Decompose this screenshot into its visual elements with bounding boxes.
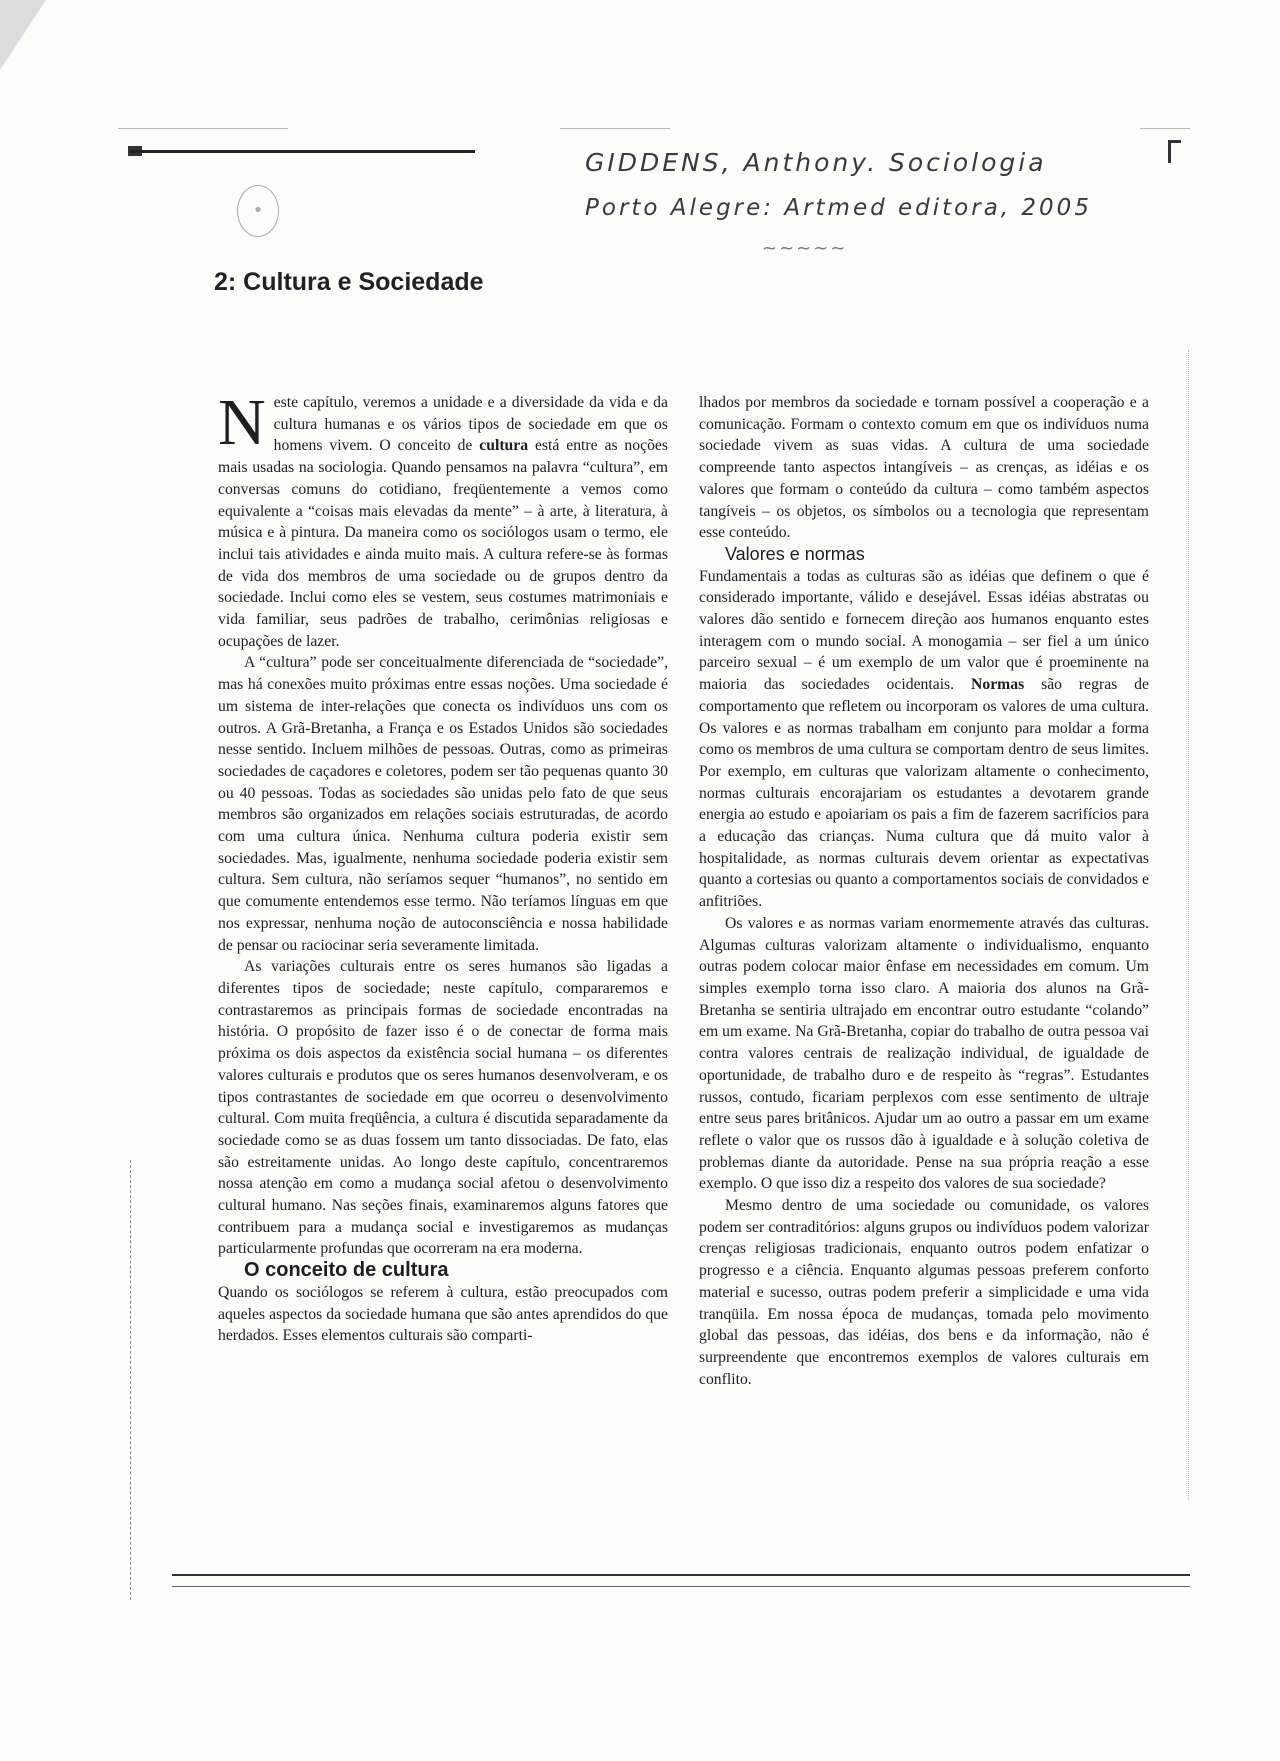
page-number-circle: • <box>237 185 279 237</box>
paragraph-text: está entre as noções mais usadas na sociologia. Quando pensamos na palavra “cultura”, em conversas comuns do cotidiano, freqüentemente a vemos como equivalente a “coisas mais elevadas da mente” – à arte, à literatura, à música e à pintura. Da maneira como os sociólogos usam o termo, ele inclui tais atividades e ainda muito mais. A cultura refere-se às formas de vida dos membros de uma sociedade ou de grupos dentro da sociedade. Inclui como eles se vestem, seus costumes matrimoniais e vida familiar, seus padrões de trabalho, cerimônias religiosas e ocupações de lazer. <box>218 437 668 650</box>
margin-line <box>1188 350 1190 1500</box>
term-cultura: cultura <box>479 437 529 455</box>
paragraph <box>699 566 1149 913</box>
page-corner <box>0 0 46 70</box>
term-normas: Normas <box>971 676 1025 694</box>
margin-line <box>130 1160 132 1600</box>
handwritten-citation-line2: Porto Alegre: Artmed editora, 2005 <box>585 195 1092 221</box>
right-column <box>699 392 1149 1390</box>
paragraph: A “cultura” pode ser conceitualmente diferenciada de “sociedade”, mas há conexões muito próximas entre essas noções. Uma sociedade é um sistema de inter-relações que conecta os indivíduos uns com os outros. A Grã-Bretanha, a França e os Estados Unidos são sociedades nesse sentido. Incluem milhões de pessoas. Outras, como as primeiras sociedades de caçadores e coletores, podem ser tão pequenas quanto 30 ou 40 pessoas. Todas as sociedades são unidas pelo fato de que seus membros são organizados em relações sociais estruturadas, de acordo com uma cultura única. Nenhuma cultura poderia existir sem sociedades. Mas, igualmente, nenhuma sociedade poderia existir sem cultura. Sem cultura, não seríamos sequer “humanos”, no sentido em que comumente entendemos esse termo. Não teríamos línguas em que nos expressar, nenhuma noção de autoconsciência e nossa habilidade de pensar ou raciocinar seria severamente limitada. <box>218 654 668 954</box>
handwritten-citation-line1: GIDDENS, Anthony. Sociologia <box>585 148 1047 177</box>
handwritten-scribble: ~~~~~ <box>762 238 848 259</box>
paragraph-text: este capítulo, veremos a unidade e a diversidade da vida e da cultura humanas e os vários tipos de sociedade em que os homens vivem. O conceito de <box>273 394 668 455</box>
bottom-rule <box>172 1574 1190 1576</box>
corner-mark <box>1168 140 1181 163</box>
faint-rule <box>1140 128 1190 129</box>
paragraph <box>218 386 668 652</box>
paragraph-text: são regras de comportamento que refletem ou incorporam os valores de uma cultura. Os valores e as normas trabalham em conjunto para moldar a forma como os membros de uma cultura se comportam dentro de seus limites. Por exemplo, em culturas que valorizam altamente o conhecimento, normas culturais encorajariam os estudantes a devotarem grande energia ao estudo e apoiariam os pais a fim de fazerem sacrifícios para a educação das crianças. Numa cultura que dá muito valor à hospitalidade, as normas culturais devem orientar as expectativas quanto a cortesias ou quanto a comportamentos sociais de convidados e anfitriões. <box>699 676 1149 911</box>
paragraph: Os valores e as normas variam enormemente através das culturas. Algumas culturas valorizam altamente o individualismo, enquanto outras podem colocar maior ênfase em necessidades em comum. Um simples exemplo torna isso claro. A maioria dos alunos na Grã-Bretanha se sentiria ultrajado em encontrar outro estudante “colando” em um exame. Na Grã-Bretanha, copiar do trabalho de outra pessoa vai contra valores centrais de realização individual, de igualdade de oportunidade, de trabalho duro e de respeito às “regras”. Estudantes russos, contudo, ficariam perplexos com esse sentimento de ultraje entre seus pares britânicos. Ajudar um ao outro a passar em um exame reflete o valor que os russos dão à igualdade e à solução coletiva de problemas diante da autoridade. Pense na sua própria reação a esse exemplo. O que isso diz a respeito dos valores de sua sociedade? <box>699 914 1149 1193</box>
section-heading: Valores e normas <box>725 543 865 564</box>
paragraph-text: Fundamentais a todas as culturas são as idéias que definem o que é considerado importante, válido e desejável. Essas idéias abstratas ou valores dão sentido e fornecem direção aos humanos enquanto estes interagem com o mundo social. A monogamia – ser fiel a um único parceiro sexual – é um exemplo de um valor que é proeminente na maioria das sociedades ocidentais. <box>699 567 1149 694</box>
chapter-title: 2: Cultura e Sociedade <box>214 268 484 296</box>
section-heading: O conceito de cultura <box>244 1259 449 1282</box>
bottom-rule <box>172 1586 1190 1587</box>
faint-rule <box>118 128 288 129</box>
paragraph: lhados por membros da sociedade e tornam possível a cooperação e a comunicação. Formam o contexto comum em que os indivíduos numa sociedade vivem as suas vidas. A cultura de uma sociedade compreende tanto aspectos intangíveis – as crenças, as idéias e os valores que formam o conteúdo da cultura – como também aspectos tangíveis – os objetos, os símbolos ou a tecnologia que representam esse conteúdo. <box>699 394 1149 542</box>
left-column <box>218 386 668 1347</box>
paragraph: Mesmo dentro de uma sociedade ou comunidade, os valores podem ser contraditórios: alguns grupos ou indivíduos podem valorizar crenças religiosas tradicionais, enquanto outros podem enfatizar o progresso e a ciência. Enquanto algumas pessoas preferem conforto material e sucesso, outras podem preferir a simplicidade e uma vida tranqüila. Em nossa época de mudanças, tomada pelo movimento global das pessoas, das idéias, dos bens e da informação, não é surpreendente que encontremos exemplos de valores culturais em conflito. <box>699 1197 1149 1388</box>
top-rule <box>130 150 475 153</box>
paragraph: Quando os sociólogos se referem à cultura, estão preocupados com aqueles aspectos da sociedade humana que são antes aprendidos do que herdados. Esses elementos culturais são comparti- <box>218 1283 668 1345</box>
dropcap: N <box>218 386 266 459</box>
paragraph: As variações culturais entre os seres humanos são ligadas a diferentes tipos de sociedade; neste capítulo, compararemos e contrastaremos as principais formas de sociedade encontradas na história. O propósito de fazer isso é o de conectar de forma mais próxima os dois aspectos da existência social humana – os diferentes valores culturais e produtos que os seres humanos desenvolveram, e os tipos contrastantes de sociedade em que ocorreu o desenvolvimento cultural. Com muita freqüência, a cultura é discutida separadamente da sociedade como se as duas fossem um tanto dissociadas. De fato, elas são estreitamente unidas. Ao longo deste capítulo, concentraremos nossa atenção em como a mudança social afetou o desenvolvimento cultural humano. Nas seções finais, examinaremos alguns fatores que contribuem para a mudança social e investigaremos as mudanças particularmente profundas que ocorreram na era moderna. <box>218 958 668 1258</box>
faint-rule <box>560 128 670 129</box>
